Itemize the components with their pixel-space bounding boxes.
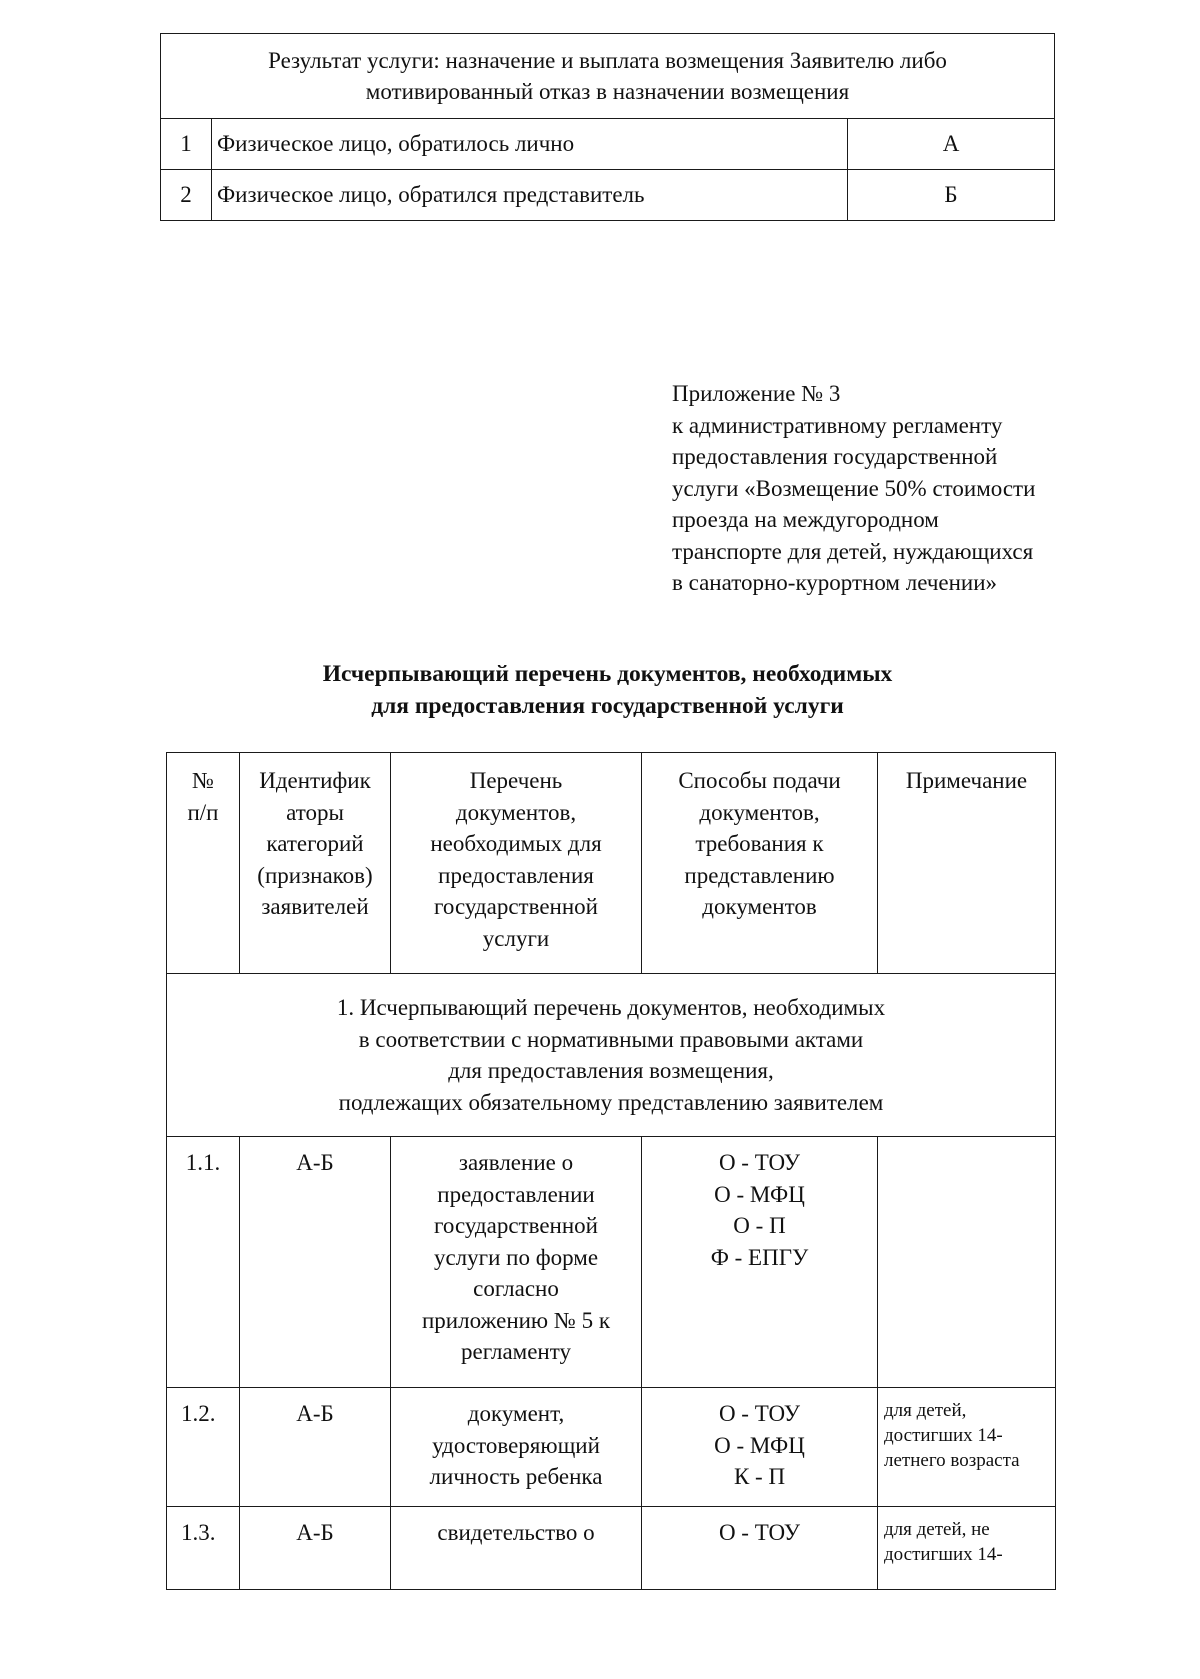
header-line: категорий (266, 831, 364, 856)
header-line: представлению (684, 862, 835, 888)
header-note (878, 753, 1056, 974)
appendix-line: услуги «Возмещение 50% стоимости (672, 475, 1036, 501)
header-line: Идентифик (259, 768, 371, 793)
header-line: документов, (699, 799, 820, 825)
header-line: п/п (187, 799, 219, 825)
document-line: личность ребенка (429, 1464, 603, 1489)
header-identifiers (240, 753, 391, 974)
header-methods (642, 753, 878, 974)
row-identifiers: А-Б (240, 1388, 391, 1507)
title-line: для предоставления государственной услуги (371, 693, 844, 719)
section-heading (167, 974, 1056, 1137)
method-line: О - ТОУ (718, 1401, 801, 1426)
note-line: для детей, (884, 1400, 967, 1421)
row-identifiers: А-Б (240, 1137, 391, 1388)
header-line: аторы (286, 799, 344, 825)
method-line: Ф - ЕПГУ (710, 1244, 809, 1270)
header-line: заявителей (261, 894, 369, 919)
document-line: документ, (467, 1401, 565, 1426)
section-line: для предоставления возмещения, (448, 1058, 774, 1083)
document-line: предоставлении (437, 1181, 595, 1207)
row-document (391, 1507, 642, 1590)
document-line: услуги по форме (433, 1244, 599, 1270)
header-line: Перечень (469, 768, 563, 793)
document-title (160, 658, 1055, 722)
document-line: заявление о (458, 1150, 574, 1175)
row-note (878, 1507, 1056, 1590)
appendix-line: к административному регламенту (672, 412, 1003, 438)
document-line: свидетельство о (437, 1520, 595, 1545)
note-line: летнего возраста (884, 1450, 1020, 1471)
row-document (391, 1388, 642, 1507)
appendix-line: проезда на междугородном (672, 507, 939, 532)
row-document (391, 1137, 642, 1388)
document-line: государственной (434, 1213, 598, 1238)
method-line: К - П (733, 1464, 786, 1489)
row-methods (642, 1137, 878, 1388)
header-line: Способы подачи (678, 768, 841, 793)
document-line: регламенту (461, 1339, 571, 1364)
row-note (878, 1137, 1056, 1388)
header-documents (391, 753, 642, 974)
appendix-line: Приложение № 3 (672, 381, 841, 406)
header-line: необходимых для (430, 831, 602, 856)
table-header-row (167, 753, 1056, 974)
row-methods (642, 1388, 878, 1507)
table-row (167, 1388, 1056, 1507)
header-line: документов (702, 894, 817, 919)
row-description: Физическое лицо, обратился представитель (212, 170, 848, 221)
section-line: в соответствии с нормативными правовыми актами (358, 1026, 864, 1052)
header-line: документов, (455, 799, 577, 825)
row-methods (642, 1507, 878, 1590)
appendix-line: в санаторно-курортном лечении» (672, 570, 998, 595)
row-description: Физическое лицо, обратилось лично (212, 119, 848, 170)
row-number: 1.2. (167, 1388, 240, 1507)
appendix-block (672, 378, 1152, 599)
document-line: согласно (473, 1276, 559, 1301)
header-line: предоставления (438, 862, 594, 888)
result-header-line: мотивированный отказ в назначении возмещения (365, 79, 850, 104)
title-line: Исчерпывающий перечень документов, необходимых (322, 661, 893, 687)
header-num (167, 753, 240, 974)
note-line: для детей, не (884, 1519, 990, 1540)
row-number: 2 (161, 170, 212, 221)
result-header-cell (161, 34, 1055, 119)
header-line: Примечание (905, 768, 1028, 793)
row-code: Б (848, 170, 1055, 221)
note-line: достигших 14- (884, 1544, 1003, 1565)
row-number: 1 (161, 119, 212, 170)
header-line: государственной (434, 894, 598, 919)
document-line: удостоверяющий (432, 1432, 600, 1458)
row-number: 1.3. (167, 1507, 240, 1590)
table-row (161, 170, 1055, 221)
document-line: приложению № 5 к (422, 1307, 610, 1333)
section-line: подлежащих обязательному представлению заявителем (338, 1089, 884, 1115)
result-table (160, 33, 1055, 221)
method-line: О - ТОУ (718, 1520, 801, 1545)
row-note (878, 1388, 1056, 1507)
method-line: О - МФЦ (714, 1432, 805, 1458)
header-line: услуги (482, 925, 550, 951)
appendix-line: транспорте для детей, нуждающихся (672, 538, 1034, 564)
documents-table (166, 752, 1056, 1590)
header-line: требования к (695, 831, 824, 856)
section-line: 1. Исчерпывающий перечень документов, необходимых (336, 995, 886, 1020)
table-row (167, 1137, 1056, 1388)
header-line: (признаков) (257, 862, 373, 888)
method-line: О - ТОУ (718, 1150, 801, 1175)
result-header-line: Результат услуги: назначение и выплата возмещения Заявителю либо (268, 48, 947, 73)
header-line: № (192, 768, 214, 793)
note-line: достигших 14- (884, 1425, 1003, 1446)
table-row (161, 119, 1055, 170)
row-code: А (848, 119, 1055, 170)
method-line: О - МФЦ (714, 1181, 805, 1207)
appendix-line: предоставления государственной (672, 444, 998, 469)
table-row (167, 1507, 1056, 1590)
row-number: 1.1. (167, 1137, 240, 1388)
row-identifiers: А-Б (240, 1507, 391, 1590)
section-row (167, 974, 1056, 1137)
method-line: О - П (733, 1213, 786, 1238)
